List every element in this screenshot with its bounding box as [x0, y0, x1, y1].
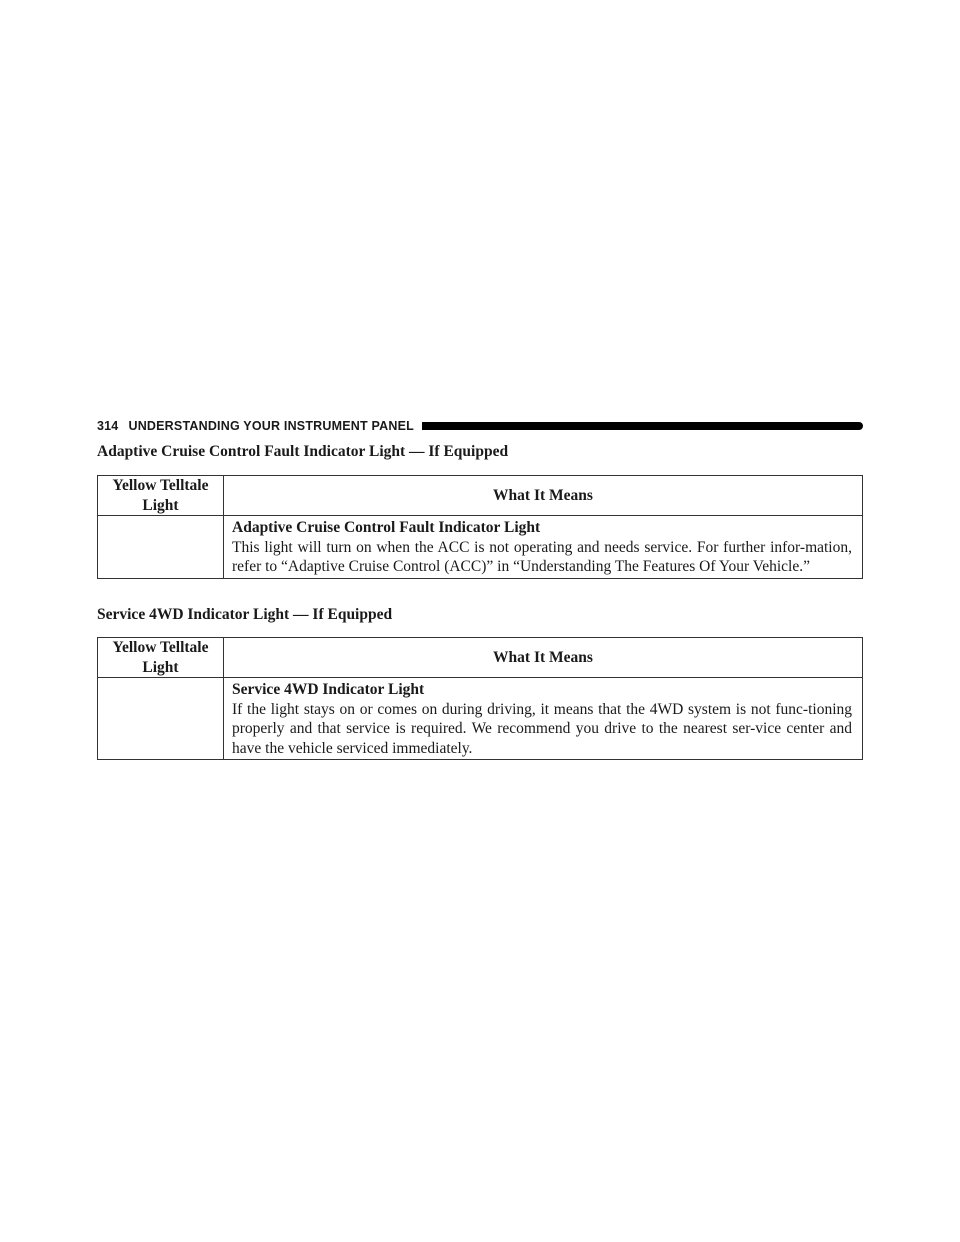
indicator-title: Adaptive Cruise Control Fault Indicator Light [232, 519, 541, 536]
indicator-description: This light will turn on when the ACC is not operating and needs service. For further infor-mation, refer to “Adaptive Cruise Control (ACC)” in “Understanding The Features Of Your Vehicle.” [232, 538, 852, 575]
table-header-row [98, 638, 863, 678]
telltale-column-header: Yellow Telltale Light [98, 638, 224, 678]
service-4wd-telltale-icon [98, 678, 224, 760]
acc-fault-table [97, 475, 863, 579]
page-number: 314 [97, 419, 119, 433]
acc-fault-telltale-icon [98, 516, 224, 579]
meaning-column-header: What It Means [224, 476, 863, 516]
telltale-column-header: Yellow Telltale Light [98, 476, 224, 516]
service-4wd-heading: Service 4WD Indicator Light — If Equipped [97, 606, 393, 623]
page-header [97, 418, 863, 434]
table-header-row [98, 476, 863, 516]
acc-fault-heading: Adaptive Cruise Control Fault Indicator Light — If Equipped [97, 443, 509, 460]
header-rule [422, 422, 863, 430]
indicator-title: Service 4WD Indicator Light [232, 681, 425, 698]
indicator-description: If the light stays on or comes on during driving, it means that the 4WD system is not func-tioning properly and that service is required. We recommend you drive to the nearest ser-vice center and have the vehicle serviced immediately. [232, 700, 852, 757]
service-4wd-table [97, 637, 863, 760]
table-row [98, 516, 863, 579]
table-row [98, 678, 863, 760]
meaning-cell [224, 678, 863, 760]
meaning-cell [224, 516, 863, 579]
meaning-column-header: What It Means [224, 638, 863, 678]
running-section-title: UNDERSTANDING YOUR INSTRUMENT PANEL [128, 419, 414, 433]
